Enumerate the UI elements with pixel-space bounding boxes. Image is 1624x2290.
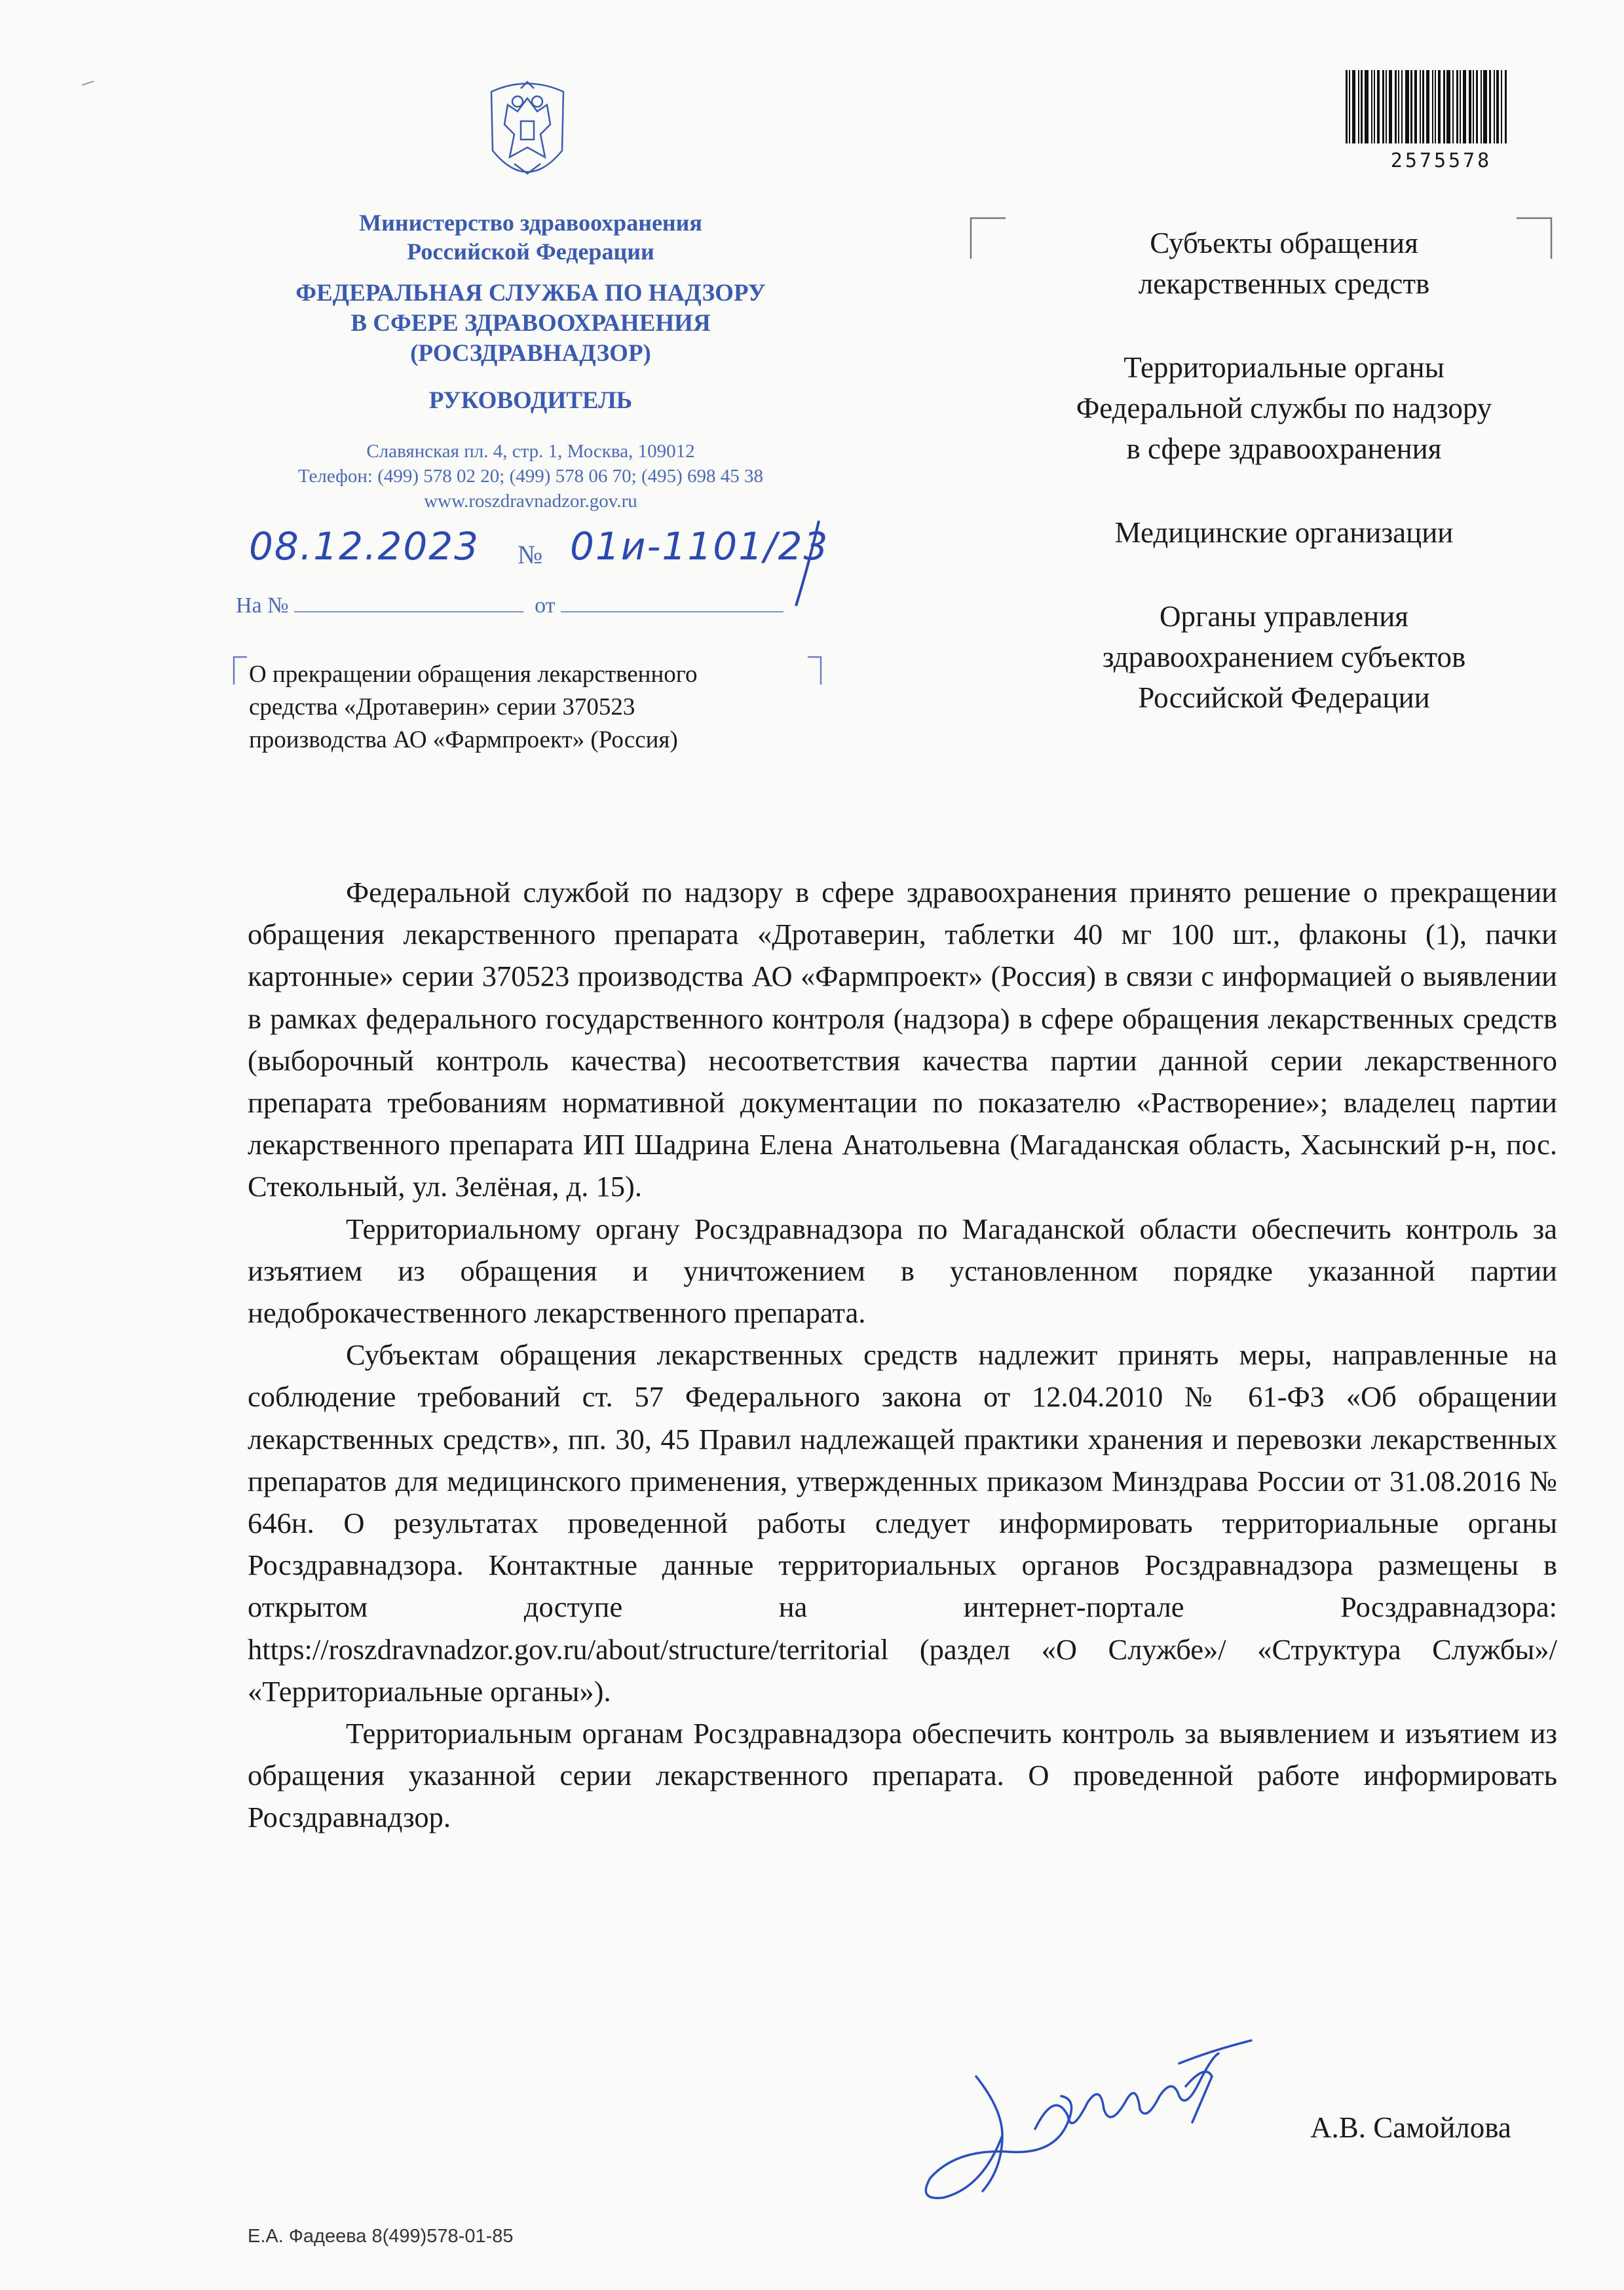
address: Славянская пл. 4, стр. 1, Москва, 109012 xyxy=(366,441,695,462)
website-link[interactable]: www.roszdravnadzor.gov.ru xyxy=(424,491,637,512)
barcode-bar xyxy=(1349,70,1350,143)
signer-name: А.В. Самойлова xyxy=(1310,2111,1511,2144)
barcode-bar xyxy=(1452,70,1454,143)
reply-date-blank xyxy=(561,593,784,612)
barcode-bar xyxy=(1365,70,1369,143)
addressee xyxy=(1009,347,1559,469)
barcode-bar xyxy=(1414,70,1417,143)
barcode-bar xyxy=(1456,70,1458,143)
barcode-bar xyxy=(1460,70,1461,143)
barcode-bar xyxy=(1463,70,1466,143)
barcode-bar xyxy=(1426,70,1429,143)
ot-label: от xyxy=(535,593,556,618)
reply-to-row xyxy=(236,593,784,618)
barcode-bar xyxy=(1346,70,1348,143)
addressee-line: здравоохранением субъектов xyxy=(1102,641,1466,673)
addressee xyxy=(1009,223,1559,304)
barcode-bar xyxy=(1377,70,1380,143)
barcode-bar xyxy=(1352,70,1355,143)
addressee-line: Субъекты обращения xyxy=(1150,227,1418,259)
barcode-bar xyxy=(1473,70,1474,143)
head-title: РУКОВОДИТЕЛЬ xyxy=(428,387,633,414)
addressee-list xyxy=(1009,223,1559,761)
service-name xyxy=(197,278,865,369)
document-number: 01и-1101/23 xyxy=(570,524,829,569)
barcode-bar xyxy=(1438,70,1441,143)
handwritten-signature xyxy=(904,2037,1271,2207)
body-paragraph: Территориальным органам Росздравнадзора обеспечить контроль за выявлением и изъятием из обращения указанной серии лекарственного препарата. О проведенной работе информировать Росздравнадзор. xyxy=(248,1717,1557,1834)
addressee xyxy=(1009,512,1559,553)
subject-line: производства АО «Фармпроект» (Россия) xyxy=(249,726,678,753)
subject-block xyxy=(249,658,839,757)
addressee-line: лекарственных средств xyxy=(1138,267,1430,300)
body-paragraph: Федеральной службой по надзору в сфере здравоохранения принято решение о прекращении обращения лекарственного препарата «Дротаверин, таблетки 40 мг 100 шт., флаконы (1), пачки картонные» серии 370523 производства АО «Фармпроект» (Россия) в связи с информацией о выявлении в рамках федерального государственного контроля (надзора) в сфере обращения лекарственных средств (выборочный контроль качества) несоответствия качества партии данной серии лекарственного препарата требованиям нормативной документации по показателю «Растворение»; владелец партии лекарственного препарата ИП Шадрина Елена Анатольевна (Магаданская область, Хасынский р-н, пос. Стекольный, ул. Зелёная, д. 15). xyxy=(248,876,1557,1203)
document-date: 08.12.2023 xyxy=(249,524,480,569)
ministry-line: Российской Федерации xyxy=(407,238,654,265)
barcode-bar xyxy=(1386,70,1387,143)
phone: Телефон: (499) 578 02 20; (499) 578 06 70; (495) 698 45 38 xyxy=(297,466,764,487)
addressee-line: Органы управления xyxy=(1160,600,1408,633)
service-line: ФЕДЕРАЛЬНАЯ СЛУЖБА ПО НАДЗОРУ xyxy=(295,280,766,307)
barcode-bar xyxy=(1405,70,1409,143)
barcode-bar xyxy=(1401,70,1403,143)
barcode-bar xyxy=(1358,70,1359,143)
barcode-bar xyxy=(1496,70,1499,143)
ministry-line: Министерство здравоохранения xyxy=(359,210,702,236)
barcode-bar xyxy=(1501,70,1502,143)
barcode xyxy=(1343,69,1513,147)
barcode-bar xyxy=(1398,70,1399,143)
na-label: На № xyxy=(236,593,289,618)
addressee-line: Медицинские организации xyxy=(1114,516,1454,549)
barcode-bar xyxy=(1483,70,1487,143)
service-line: В СФЕРЕ ЗДРАВООХРАНЕНИЯ xyxy=(350,310,711,337)
contacts-block xyxy=(197,439,865,514)
barcode-bar xyxy=(1481,70,1482,143)
ministry-name xyxy=(236,208,825,266)
barcode-bar xyxy=(1395,70,1397,143)
number-symbol: № xyxy=(518,540,543,569)
barcode-bar xyxy=(1422,70,1424,143)
addressee-line: Территориальные органы xyxy=(1124,351,1445,384)
barcode-bar xyxy=(1505,70,1507,143)
coat-of-arms-icon xyxy=(478,72,576,197)
barcode-bar xyxy=(1443,70,1445,143)
barcode-bar xyxy=(1371,70,1372,143)
barcode-bar xyxy=(1446,70,1450,143)
barcode-bar xyxy=(1432,70,1433,143)
addressee xyxy=(1009,596,1559,718)
body-paragraph: Территориальному органу Росздравнадзора по Магаданской области обеспечить контроль за изъятием из обращения и уничтожением в установленном порядке указанной партии недоброкачественного лекарственного препарата. xyxy=(248,1212,1557,1330)
scan-speck xyxy=(82,80,95,86)
barcode-bar xyxy=(1374,70,1375,143)
executor-contact: Е.А. Фадеева 8(499)578-01-85 xyxy=(248,2226,514,2247)
handwritten-slash xyxy=(789,517,829,609)
body-paragraph: Субъектам обращения лекарственных средств надлежит принять меры, направленные на соблюдение требований ст. 57 Федерального закона от 12.04.2010 № 61-ФЗ «Об обращении лекарственных средств», пп. 30, 45 Правил надлежащей практики хранения и перевозки лекарственных препаратов для медицинского применения, утвержденных приказом Минздрава России от 31.08.2016 № 646н. О результатах проведенной работы следует информировать территориальные органы Росздравнадзора. Контактные данные территориальных органов Росздравнадзора размещены в открытом доступе на интернет-портале Росздравнадзора: https://roszdravnadzor.gov.ru/about/structure/territorial (раздел «О Службе»/ «Структура Службы»/ «Территориальные органы»). xyxy=(248,1338,1557,1708)
reply-number-blank xyxy=(294,593,523,612)
barcode-number: 2575578 xyxy=(1390,149,1492,172)
barcode-bar xyxy=(1489,70,1491,143)
barcode-bar xyxy=(1420,70,1421,143)
service-line: (РОСЗДРАВНАДЗОР) xyxy=(410,340,651,367)
subject-line: средства «Дротаверин» серии 370523 xyxy=(249,694,635,721)
barcode-bar xyxy=(1382,70,1384,143)
barcode-bar xyxy=(1469,70,1471,143)
addressee-line: Российской Федерации xyxy=(1138,681,1430,714)
addressee-line: в сфере здравоохранения xyxy=(1126,432,1442,465)
addressee-line: Федеральной службы по надзору xyxy=(1076,392,1492,424)
barcode-bar xyxy=(1361,70,1363,143)
barcode-bar xyxy=(1494,70,1495,143)
barcode-bar xyxy=(1389,70,1392,143)
subject-line: О прекращении обращения лекарственного xyxy=(249,661,698,688)
letter-body xyxy=(248,871,1557,1839)
barcode-bar xyxy=(1435,70,1436,143)
barcode-bar xyxy=(1410,70,1412,143)
barcode-bar xyxy=(1476,70,1478,143)
